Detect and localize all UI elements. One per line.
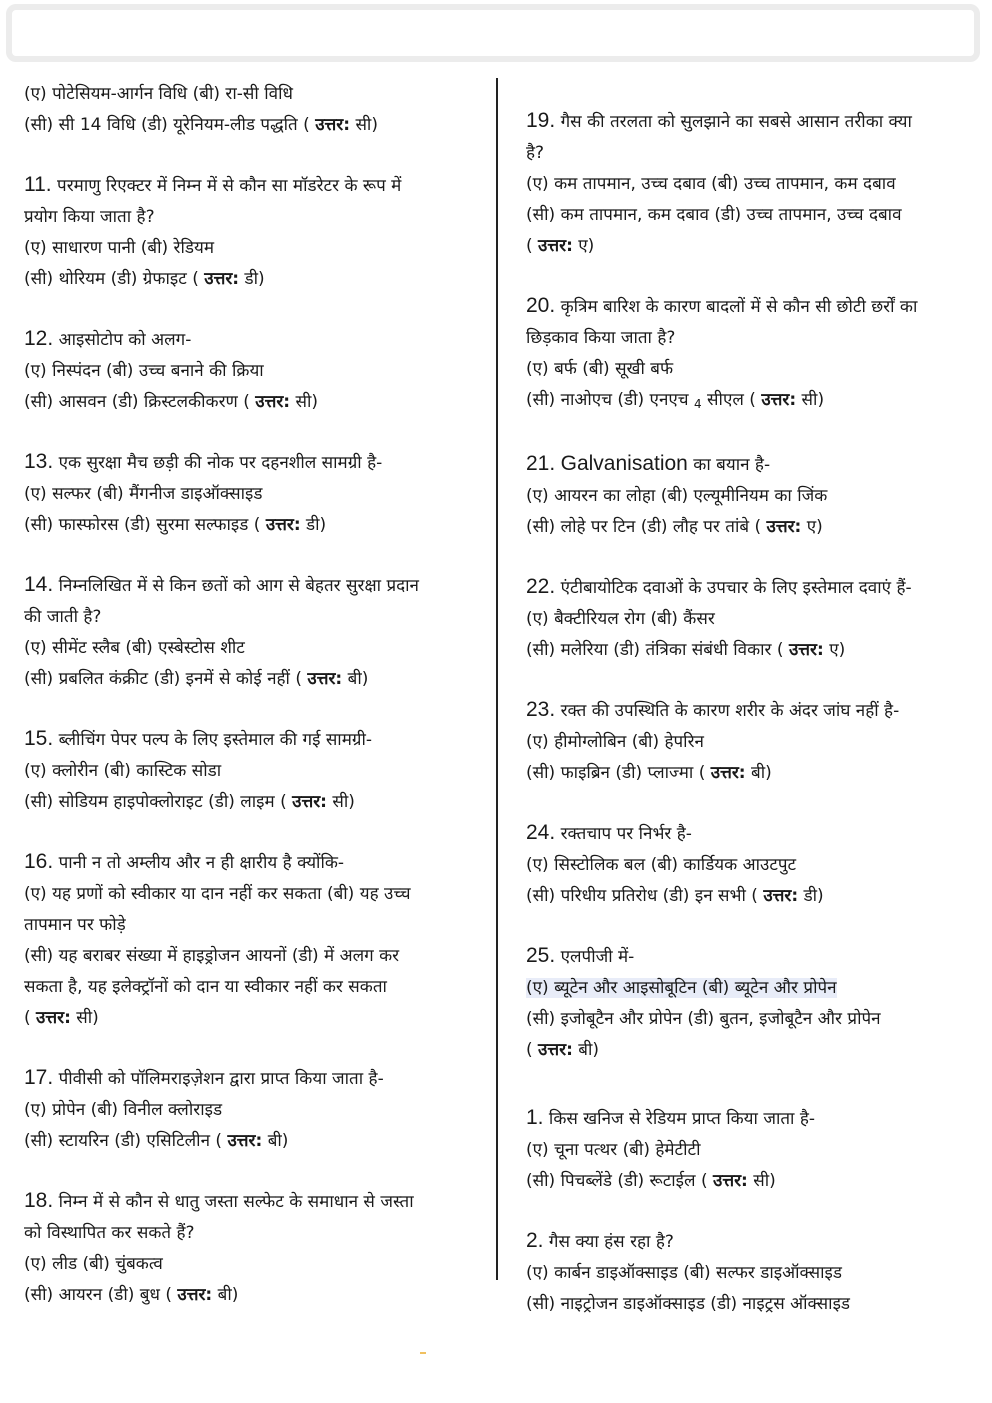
option-line: (सी) परिधीय प्रतिरोध (डी) इन सभी ( उत्तर: डी) (526, 886, 824, 906)
question-16 (24, 846, 464, 1034)
question-text: गैस की तरलता को सुलझाने का सबसे आसान तरीका क्या (560, 112, 912, 132)
answer-value: बी) (347, 669, 369, 689)
answer-value: बी) (267, 1131, 289, 1151)
question-text: कृत्रिम बारिश के कारण बादलों में से कौन सी छोटी छर्रों का (560, 297, 918, 317)
question-18 (24, 1185, 464, 1311)
answer-label: उत्तर: (36, 1008, 71, 1028)
question-text: निम्न में से कौन से धातु जस्ता सल्फेट के समाधान से जस्ता (58, 1192, 414, 1212)
question-number: 17. (24, 1066, 54, 1089)
question-text: रक्त की उपस्थिति के कारण शरीर के अंदर जांघ नहीं है- (560, 701, 900, 721)
question-19 (526, 105, 956, 262)
question-text: गैस क्या हंस रहा है? (548, 1232, 674, 1252)
option-line: (ए) चूना पत्थर (बी) हेमेटीटी (526, 1140, 701, 1160)
answer-value: डी) (244, 269, 265, 289)
question-text-cont: है? (526, 143, 545, 163)
option-line: (ए) पोटेसियम-आर्गन विधि (बी) रा-सी विधि (24, 84, 293, 104)
option-line: तापमान पर फोड़े (24, 915, 126, 935)
answer-value: ए) (806, 517, 823, 537)
question-24 (526, 817, 956, 912)
answer-label: उत्तर: (227, 1131, 263, 1151)
footer-mark (420, 1352, 426, 1354)
question-text: परमाणु रिएक्टर में निम्न में से कौन सा मॉडरेटर के रूप में (57, 176, 402, 196)
option-line: (ए) कार्बन डाइऑक्साइड (बी) सल्फर डाइऑक्साइड (526, 1263, 842, 1283)
question-text: रक्तचाप पर निर्भर है- (560, 824, 692, 844)
option-line: (सी) सी 14 विधि (डी) यूरेनियम-लीड पद्धति ( उत्तर: सी) (24, 115, 378, 135)
answer-label: उत्तर: (710, 763, 746, 783)
question-text: निम्नलिखित में से किन छतों को आग से बेहतर सुरक्षा प्रदान (58, 576, 419, 596)
question-text: किस खनिज से रेडियम प्राप्त किया जाता है- (548, 1109, 816, 1129)
answer-label: उत्तर: (538, 236, 573, 256)
answer-label: उत्तर: (265, 515, 301, 535)
option-line: (सी) लोहे पर टिन (डी) लौह पर तांबे ( उत्तर: ए) (526, 517, 823, 537)
option-line: (ए) हीमोग्लोबिन (बी) हेपरिन (526, 732, 704, 752)
answer-line: ( उत्तर: सी) (24, 1008, 99, 1028)
question-text: ब्लीचिंग पेपर पल्प के लिए इस्तेमाल की गई सामग्री- (58, 730, 373, 750)
question-number: 20. (526, 294, 556, 317)
option-line: (ए) साधारण पानी (बी) रेडियम (24, 238, 215, 258)
question-number: 19. (526, 109, 556, 132)
answer-value: बी) (217, 1285, 239, 1305)
page-header-box (6, 4, 980, 62)
answer-value: ए) (829, 640, 846, 660)
option-line: (सी) सोडियम हाइपोक्लोराइट (डी) लाइम ( उत्तर: सी) (24, 792, 355, 812)
question-1 (526, 1102, 956, 1197)
option-line: (सी) फाइब्रिन (डी) प्लाज्मा ( उत्तर: बी) (526, 763, 772, 783)
option-line: (सी) फास्फोरस (डी) सुरमा सल्फाइड ( उत्तर: डी) (24, 515, 327, 535)
option-line: (ए) बर्फ (बी) सूखी बर्फ (526, 359, 674, 379)
answer-value: सी) (295, 392, 319, 412)
answer-label: उत्तर: (713, 1171, 748, 1191)
answer-value: सी) (753, 1171, 776, 1191)
answer-value: सी) (801, 390, 825, 410)
answer-value: बी) (578, 1040, 600, 1060)
column-divider (496, 78, 498, 1280)
option-line: (सी) मलेरिया (डी) तंत्रिका संबंधी विकार ( उत्तर: ए) (526, 640, 846, 660)
option-line: (सी) स्टायरिन (डी) एसिटिलीन ( उत्तर: बी) (24, 1131, 289, 1151)
option-line: (सी) यह बराबर संख्या में हाइड्रोजन आयनों (डी) में अलग कर (24, 946, 400, 966)
option-line: (ए) आयरन का लोहा (बी) एल्यूमीनियम का जिंक (526, 486, 828, 506)
answer-label: उत्तर: (788, 640, 824, 660)
question-number: 11. (24, 173, 52, 196)
option-line: (ए) सल्फर (बी) मैंगनीज डाइऑक्साइड (24, 484, 263, 504)
option-line: (सी) थोरियम (डी) ग्रेफाइट ( उत्तर: डी) (24, 269, 265, 289)
question-13 (24, 446, 464, 541)
question-number: 25. (526, 944, 556, 967)
option-line: (ए) सीमेंट स्लैब (बी) एस्बेस्टोस शीट (24, 638, 245, 658)
answer-line: ( उत्तर: बी) (526, 1040, 600, 1060)
highlighted-option-line[interactable]: (ए) ब्यूटेन और आइसोबूटिन (बी) ब्यूटेन और प्रोपेन (526, 978, 837, 998)
answer-label: उत्तर: (315, 115, 351, 135)
option-line: (ए) यह प्रणों को स्वीकार या दान नहीं कर सकता (बी) यह उच्च (24, 884, 411, 904)
question-text: एक सुरक्षा मैच छड़ी की नोक पर दहनशील सामग्री है- (58, 453, 383, 473)
question-15 (24, 723, 464, 818)
question-20 (526, 290, 956, 420)
answer-label: उत्तर: (538, 1040, 573, 1060)
answer-line: ( उत्तर: ए) (526, 236, 595, 256)
question-text-cont: की जाती है? (24, 607, 102, 627)
right-column (526, 105, 956, 1320)
question-text: पानी न तो अम्लीय और न ही क्षारीय है क्योंकि- (58, 853, 345, 873)
question-text: एलपीजी में- (560, 947, 635, 967)
option-line: (ए) बैक्टीरियल रोग (बी) कैंसर (526, 609, 715, 629)
question-text: पीवीसी को पॉलिमराइज़ेशन द्वारा प्राप्त किया जाता है- (58, 1069, 384, 1089)
option-line: (सी) पिचब्लेंडे (डी) रूटाईल ( उत्तर: सी) (526, 1171, 776, 1191)
option-line: (ए) कम तापमान, उच्च दबाव (बी) उच्च तापमान, कम दबाव (526, 174, 896, 194)
option-line: सकता है, यह इलेक्ट्रॉनों को दान या स्वीकार नहीं कर सकता (24, 977, 387, 997)
question-text: आइसोटोप को अलग- (58, 330, 192, 350)
question-number: 21. (526, 452, 556, 475)
option-line: (ए) क्लोरीन (बी) कास्टिक सोडा (24, 761, 222, 781)
question-23 (526, 694, 956, 789)
question-25 (526, 940, 956, 1066)
subscript: 4 (694, 397, 702, 411)
question-text-cont: छिड़काव किया जाता है? (526, 328, 676, 348)
left-column (24, 79, 464, 1311)
question-number: 18. (24, 1189, 54, 1212)
answer-label: उत्तर: (204, 269, 240, 289)
option-line: (सी) इजोबूटैन और प्रोपेन (डी) बुतन, इजोबूटैन और प्रोपेन (526, 1009, 881, 1029)
question-number: 22. (526, 575, 556, 598)
question-text-cont: को विस्थापित कर सकते हैं? (24, 1223, 195, 1243)
answer-label: उत्तर: (761, 390, 797, 410)
option-line: (सी) आसवन (डी) क्रिस्टलकीकरण ( उत्तर: सी) (24, 392, 319, 412)
question-text: का बयान है- (693, 455, 771, 475)
answer-label: उत्तर: (255, 392, 291, 412)
answer-value: सी) (332, 792, 355, 812)
question-10-continued (24, 79, 464, 141)
question-12 (24, 323, 464, 418)
question-21 (526, 448, 956, 543)
answer-label: उत्तर: (177, 1285, 213, 1305)
answer-label: उत्तर: (766, 517, 802, 537)
answer-value: डी) (803, 886, 824, 906)
answer-label: उत्तर: (763, 886, 799, 906)
option-line: (ए) सिस्टोलिक बल (बी) कार्डियक आउटपुट (526, 855, 797, 875)
question-number: 24. (526, 821, 556, 844)
question-22 (526, 571, 956, 666)
answer-label: उत्तर: (292, 792, 327, 812)
question-number: 1. (526, 1106, 544, 1129)
question-number: 14. (24, 573, 54, 596)
option-line: (ए) लीड (बी) चुंबकत्व (24, 1254, 163, 1274)
option-line: (ए) निस्पंदन (बी) उच्च बनाने की क्रिया (24, 361, 264, 381)
question-2 (526, 1225, 956, 1320)
option-line: (सी) नाओएच (डी) एनएच $_4$ सीएल ( उत्तर: सी) (526, 390, 825, 411)
question-11 (24, 169, 464, 295)
option-line: (सी) कम तापमान, कम दबाव (डी) उच्च तापमान, उच्च दबाव (526, 205, 902, 225)
question-17 (24, 1062, 464, 1157)
answer-value: सी) (76, 1008, 99, 1028)
answer-value: डी) (306, 515, 327, 535)
answer-value: बी) (750, 763, 772, 783)
question-text: एंटीबायोटिक दवाओं के उपचार के लिए इस्तेमाल दवाएं हैं- (560, 578, 912, 598)
option-line: (ए) प्रोपेन (बी) विनील क्लोराइड (24, 1100, 223, 1120)
question-number: 23. (526, 698, 556, 721)
answer-value: सी) (355, 115, 378, 135)
option-line: (सी) नाइट्रोजन डाइऑक्साइड (डी) नाइट्रस ऑक्साइड (526, 1294, 851, 1314)
question-14 (24, 569, 464, 695)
question-number: 12. (24, 327, 54, 350)
answer-value: ए) (578, 236, 595, 256)
question-number: 16. (24, 850, 54, 873)
option-line: (सी) आयरन (डी) बुध ( उत्तर: बी) (24, 1285, 239, 1305)
question-number: 15. (24, 727, 54, 750)
question-number: 2. (526, 1229, 544, 1252)
question-term: Galvanisation (560, 452, 688, 475)
option-line: (सी) प्रबलित कंक्रीट (डी) इनमें से कोई नहीं ( उत्तर: बी) (24, 669, 369, 689)
question-number: 13. (24, 450, 54, 473)
question-text-cont: प्रयोग किया जाता है? (24, 207, 155, 227)
answer-label: उत्तर: (307, 669, 343, 689)
